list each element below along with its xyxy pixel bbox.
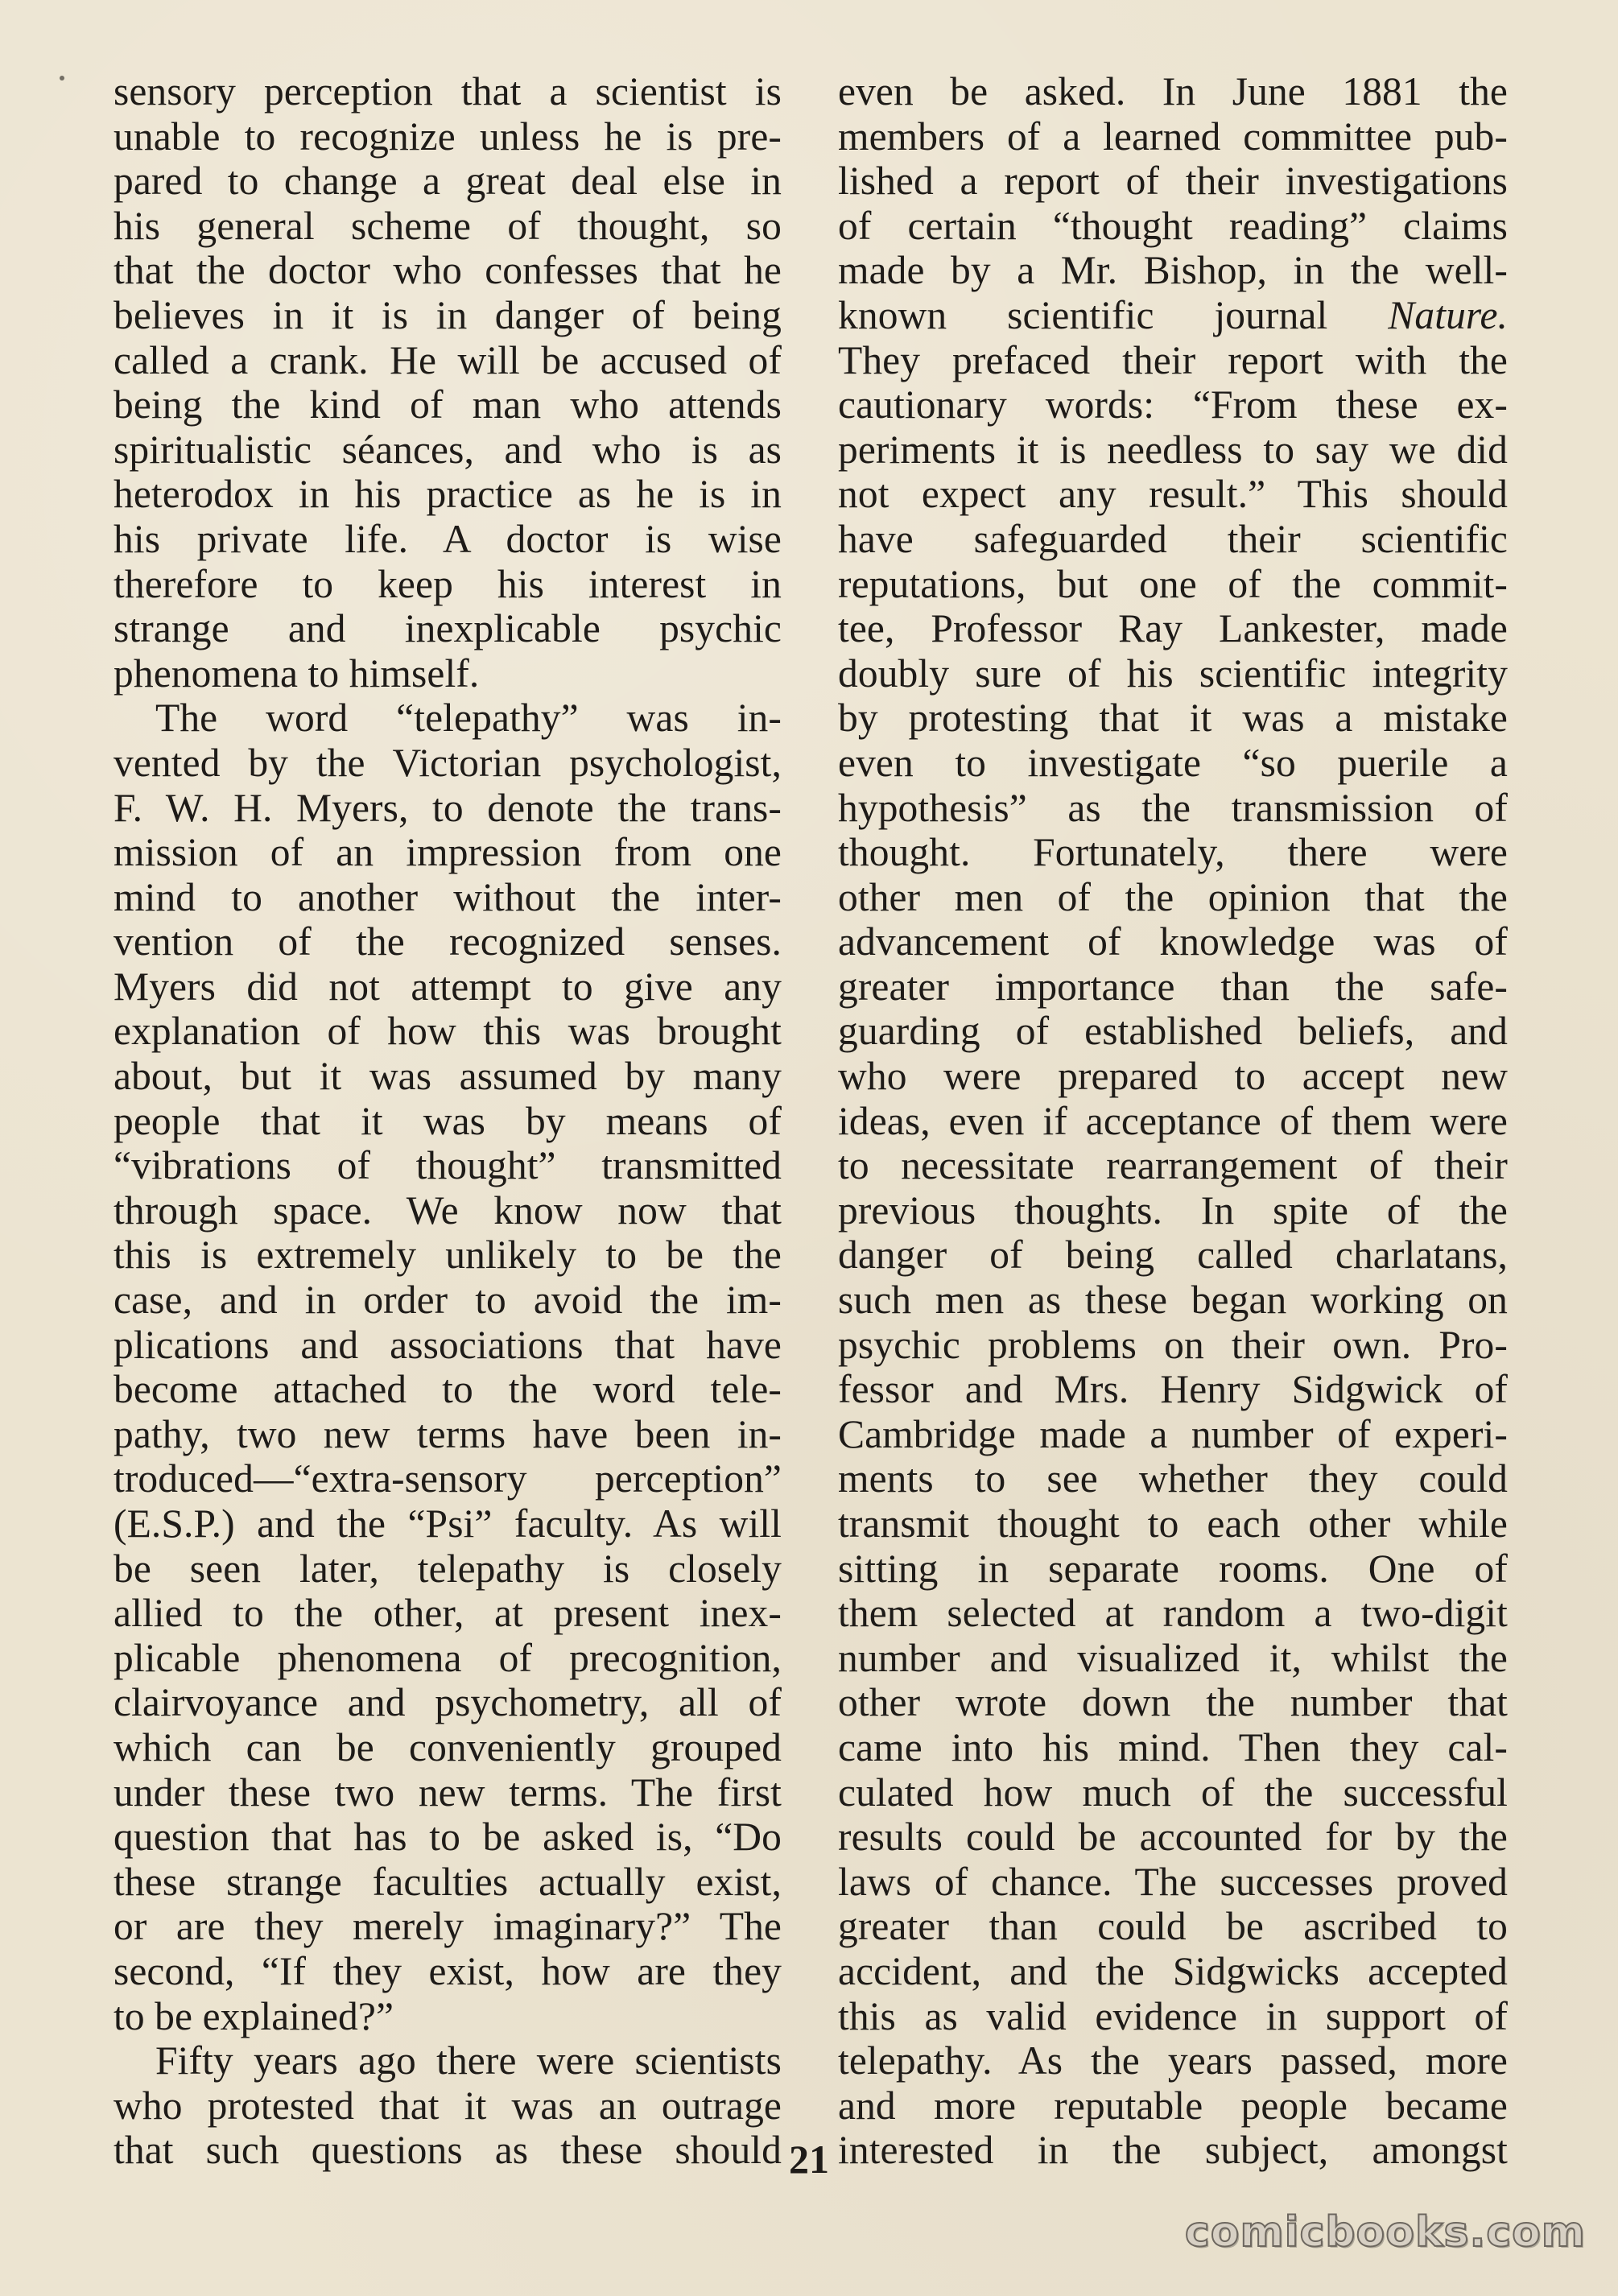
text-line: interested in the subject, amongst [838,2128,1508,2173]
text-line: hypothesis” as the transmission of [838,785,1508,830]
italic-journal-title: Nature. [1388,292,1508,337]
text-line: vention of the recognized senses. [114,919,782,964]
text-line: pathy, two new terms have been in- [114,1411,782,1456]
page-number: 21 [789,2137,829,2182]
text-line: (E.S.P.) and the “Psi” faculty. As will [114,1501,782,1546]
text-line: pared to change a great deal else in [114,159,782,204]
text-line: accident, and the Sidgwicks accepted [838,1948,1508,1993]
text-line: phenomena to himself. [114,650,480,696]
text-line: number and visualized it, whilst the [838,1635,1508,1680]
text-line: doubly sure of his scientific integrity [838,650,1508,696]
text-line: his general scheme of thought, so [114,203,782,248]
text-line: this as valid evidence in support of [838,1993,1508,2038]
text-line: vented by the Victorian psychologist, [114,740,782,785]
text-line: these strange faculties actually exist, [114,1859,782,1904]
text-line: therefore to keep his interest in [114,561,782,606]
text-line: Fifty years ago there were scientists [155,2038,782,2083]
text-line: which can be conveniently grouped [114,1724,782,1769]
text-line: Cambridge made a number of experi- [838,1411,1508,1456]
text-line: members of a learned committee pub- [838,114,1508,159]
text-line: be seen later, telepathy is closely [114,1546,782,1591]
text-line: who were prepared to accept new [838,1054,1508,1099]
text-line: and more reputable people became [838,2083,1508,2128]
text-line: that the doctor who confesses that he [114,248,782,293]
text-line: made by a Mr. Bishop, in the well- [838,248,1508,293]
text-line: mission of an impression from one [114,830,782,875]
text-line: thought. Fortunately, there were [838,830,1508,875]
text-line: through space. We know now that [114,1187,782,1233]
text-line: tee, Professor Ray Lankester, made [838,606,1508,651]
text-line: ideas, even if acceptance of them were [838,1098,1508,1143]
text-line: Myers did not attempt to give any [114,964,782,1009]
text-line: called a crank. He will be accused of [114,337,782,382]
text-line: mind to another without the inter- [114,874,782,919]
text-line: clairvoyance and psychometry, all of [114,1680,782,1725]
text-line: to be explained?” [114,1993,394,2038]
text-line: guarding of established beliefs, and [838,1009,1508,1054]
site-watermark: comicbooks.com [1184,2208,1586,2257]
text-line: even to investigate “so puerile a [838,740,1508,785]
text-line: under these two new terms. The first [114,1769,782,1815]
text-line: ments to see whether they could [838,1456,1508,1501]
text-line [838,293,1508,338]
text-line: question that has to be asked is, “Do [114,1815,782,1860]
text-line: plications and associations that have [114,1322,782,1367]
text-line: that such questions as these should [114,2128,782,2173]
text-line: sensory perception that a scientist is [114,69,782,114]
text-line: have safeguarded their scientific [838,516,1508,561]
text-line: allied to the other, at present inex- [114,1591,782,1636]
text-line: not expect any result.” This should [838,472,1508,517]
text-line: They prefaced their report with the [838,337,1508,382]
text-line: plicable phenomena of precognition, [114,1635,782,1680]
text-line: people that it was by means of [114,1098,782,1143]
text-line: this is extremely unlikely to be the [114,1233,782,1278]
text-line: sitting in separate rooms. One of [838,1546,1508,1591]
text-line: by protesting that it was a mistake [838,696,1508,741]
text-line: them selected at random a two-digit [838,1591,1508,1636]
text-line: or are they merely imaginary?” The [114,1904,782,1949]
text-line: other wrote down the number that [838,1680,1508,1725]
text-line: case, and in order to avoid the im- [114,1278,782,1323]
text-line: reputations, but one of the commit- [838,561,1508,606]
text-line: “vibrations of thought” transmitted [114,1143,782,1188]
text-line: other men of the opinion that the [838,874,1508,919]
text-line: came into his mind. Then they cal- [838,1724,1508,1769]
text-line: The word “telepathy” was in- [155,696,782,741]
text-line: explanation of how this was brought [114,1009,782,1054]
text-line: about, but it was assumed by many [114,1054,782,1099]
left-text-column [114,69,782,2173]
text-line: psychic problems on their own. Pro- [838,1322,1508,1367]
text-line: unable to recognize unless he is pre- [114,114,782,159]
text-line: strange and inexplicable psychic [114,606,782,651]
text-line: greater importance than the safe- [838,964,1508,1009]
text-line: transmit thought to each other while [838,1501,1508,1546]
text-line: periments it is needless to say we did [838,427,1508,472]
text-line: telepathy. As the years passed, more [838,2038,1508,2083]
text-line: previous thoughts. In spite of the [838,1187,1508,1233]
text-line: advancement of knowledge was of [838,919,1508,964]
text-line-part: known scientific journal [838,292,1328,337]
text-line: culated how much of the successful [838,1769,1508,1815]
text-line: results could be accounted for by the [838,1815,1508,1860]
text-line: believes in it is in danger of being [114,292,782,337]
text-line: laws of chance. The successes proved [838,1859,1508,1904]
text-line: who protested that it was an outrage [114,2083,782,2128]
text-line: being the kind of man who attends [114,382,782,427]
text-line: fessor and Mrs. Henry Sidgwick of [838,1367,1508,1412]
text-line: such men as these began working on [838,1278,1508,1323]
right-text-column [838,69,1508,2173]
text-line: even be asked. In June 1881 the [838,69,1508,114]
text-line: spiritualistic séances, and who is as [114,427,782,472]
text-line: lished a report of their investigations [838,159,1508,204]
text-line: troduced—“extra-sensory perception” [114,1456,782,1501]
text-line: become attached to the word tele- [114,1367,782,1412]
text-line: of certain “thought reading” claims [838,203,1508,248]
text-line: cautionary words: “From these ex- [838,382,1508,427]
print-speck [60,76,64,81]
text-line: F. W. H. Myers, to denote the trans- [114,785,782,830]
text-line: greater than could be ascribed to [838,1904,1508,1949]
text-line: to necessitate rearrangement of their [838,1143,1508,1188]
text-line: his private life. A doctor is wise [114,516,782,561]
text-line: heterodox in his practice as he is in [114,472,782,517]
text-line: danger of being called charlatans, [838,1233,1508,1278]
text-line: second, “If they exist, how are they [114,1948,782,1993]
